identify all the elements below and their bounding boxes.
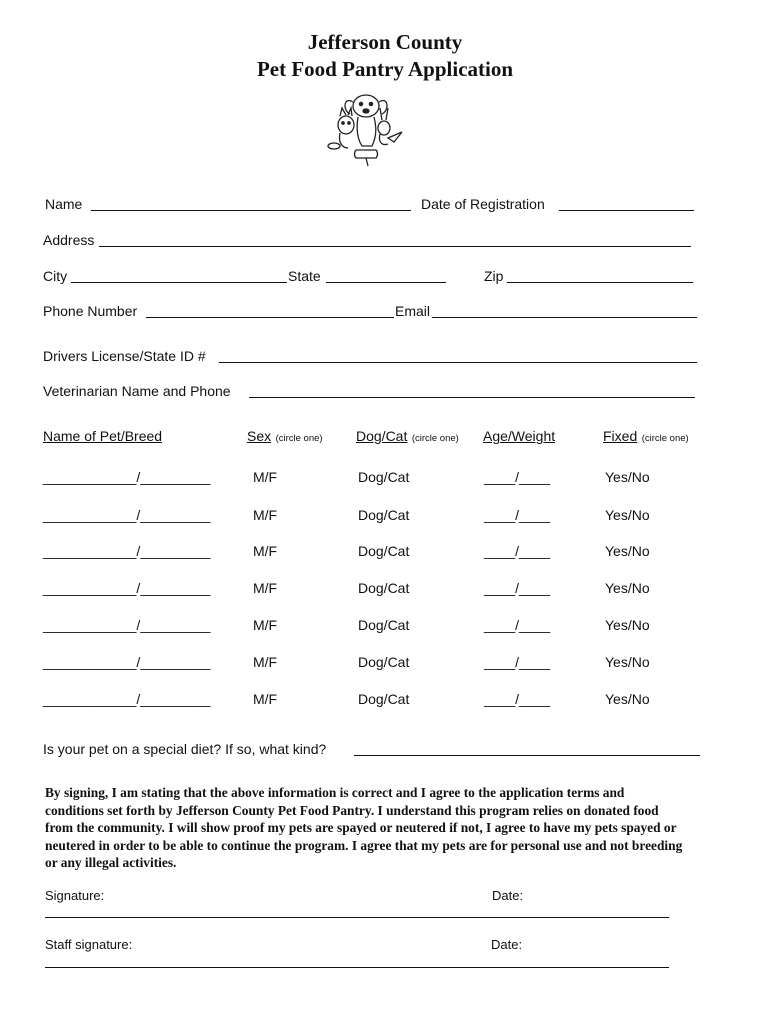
drivers-license-label: Drivers License/State ID # [43,348,206,364]
veterinarian-field[interactable] [249,397,695,398]
pet-row-7-fixed[interactable]: Yes/No [605,691,650,707]
sex-header-note: (circle one) [275,433,323,444]
date-of-registration-field[interactable] [559,210,694,211]
pet-row-2-fixed[interactable]: Yes/No [605,507,650,523]
veterinarian-label: Veterinarian Name and Phone [43,383,231,399]
pet-row-5-type[interactable]: Dog/Cat [358,617,410,633]
state-field[interactable] [326,282,446,283]
pet-row-6-sex[interactable]: M/F [253,654,278,670]
pet-row-6-age[interactable]: ____/____ [484,654,551,670]
fixed-header [603,428,689,446]
address-field[interactable] [99,246,691,247]
city-label: City [43,268,68,284]
signature-field[interactable] [45,917,669,918]
address-label: Address [43,232,95,248]
state-label: State [288,268,321,284]
type-header-label: Dog/Cat [356,428,408,444]
page-title-line2: Pet Food Pantry Application [256,57,514,81]
signature-date-label: Date: [492,888,524,903]
pet-row-5-name[interactable]: ____________/_________ [43,617,211,633]
pet-row-3-age[interactable]: ____/____ [484,543,551,559]
pet-row-1-age[interactable]: ____/____ [484,469,551,485]
pet-row-6-type[interactable]: Dog/Cat [358,654,410,670]
pet-row-2-age[interactable]: ____/____ [484,507,551,523]
pet-row-5-fixed[interactable]: Yes/No [605,617,650,633]
phone-field[interactable] [146,317,394,318]
pet-row-3-type[interactable]: Dog/Cat [358,543,410,559]
pet-row-5-age[interactable]: ____/____ [484,617,551,633]
phone-label: Phone Number [43,303,138,319]
pet-row-7-age[interactable]: ____/____ [484,691,551,707]
sex-header-label: Sex [247,428,272,444]
pet-row-6-name[interactable]: ____________/_________ [43,654,211,670]
zip-field[interactable] [507,282,693,283]
pet-row-7-name[interactable]: ____________/_________ [43,691,211,707]
pet-row-4-fixed[interactable]: Yes/No [605,580,650,596]
pet-row-4-type[interactable]: Dog/Cat [358,580,410,596]
diet-field[interactable] [354,755,700,756]
type-header-note: (circle one) [411,433,459,444]
sex-header [247,428,323,446]
fixed-header-label: Fixed [603,428,638,444]
email-field[interactable] [432,317,697,318]
date-of-registration-label: Date of Registration [421,196,545,212]
staff-date-label: Date: [491,937,523,952]
pet-breed-header: Name of Pet/Breed [43,428,163,444]
pet-row-1-name[interactable]: ____________/_________ [43,469,211,485]
pet-row-6-fixed[interactable]: Yes/No [605,654,650,670]
pet-row-3-sex[interactable]: M/F [253,543,278,559]
staff-signature-field[interactable] [45,967,669,968]
pet-row-4-age[interactable]: ____/____ [484,580,551,596]
pet-row-2-name[interactable]: ____________/_________ [43,507,211,523]
agreement-text: By signing, I am stating that the above information is correct and I agree to the application terms and conditions set forth by Jefferson County Pet Food Pantry. I understand this program relies on donated food from the community. I will show proof my pets are spayed or neutered if not, I agree to have my pets spayed or neutered in order to be able to continue the program. I agree that my pets are for personal use and not breeding or any illegal activities. [45,785,683,870]
drivers-license-field[interactable] [219,362,697,363]
email-label: Email [395,303,431,319]
fixed-header-note: (circle one) [641,433,689,444]
pets-logo-icon [322,88,408,168]
pet-row-2-type[interactable]: Dog/Cat [358,507,410,523]
pet-row-5-sex[interactable]: M/F [253,617,278,633]
pet-row-7-type[interactable]: Dog/Cat [358,691,410,707]
signature-label: Signature: [45,888,105,903]
diet-question-label: Is your pet on a special diet? If so, what kind? [43,741,327,757]
age-weight-header: Age/Weight [483,428,556,444]
pet-row-1-fixed[interactable]: Yes/No [605,469,650,485]
name-field[interactable] [91,210,411,211]
pet-row-3-fixed[interactable]: Yes/No [605,543,650,559]
staff-signature-label: Staff signature: [45,937,133,952]
pet-row-4-sex[interactable]: M/F [253,580,278,596]
city-field[interactable] [71,282,287,283]
name-label: Name [45,196,83,212]
pet-row-1-sex[interactable]: M/F [253,469,278,485]
pet-row-2-sex[interactable]: M/F [253,507,278,523]
pet-row-3-name[interactable]: ____________/_________ [43,543,211,559]
type-header [356,428,459,446]
pet-row-4-name[interactable]: ____________/_________ [43,580,211,596]
pet-row-7-sex[interactable]: M/F [253,691,278,707]
pet-row-1-type[interactable]: Dog/Cat [358,469,410,485]
zip-label: Zip [484,268,504,284]
page-title-line1: Jefferson County [307,30,463,54]
